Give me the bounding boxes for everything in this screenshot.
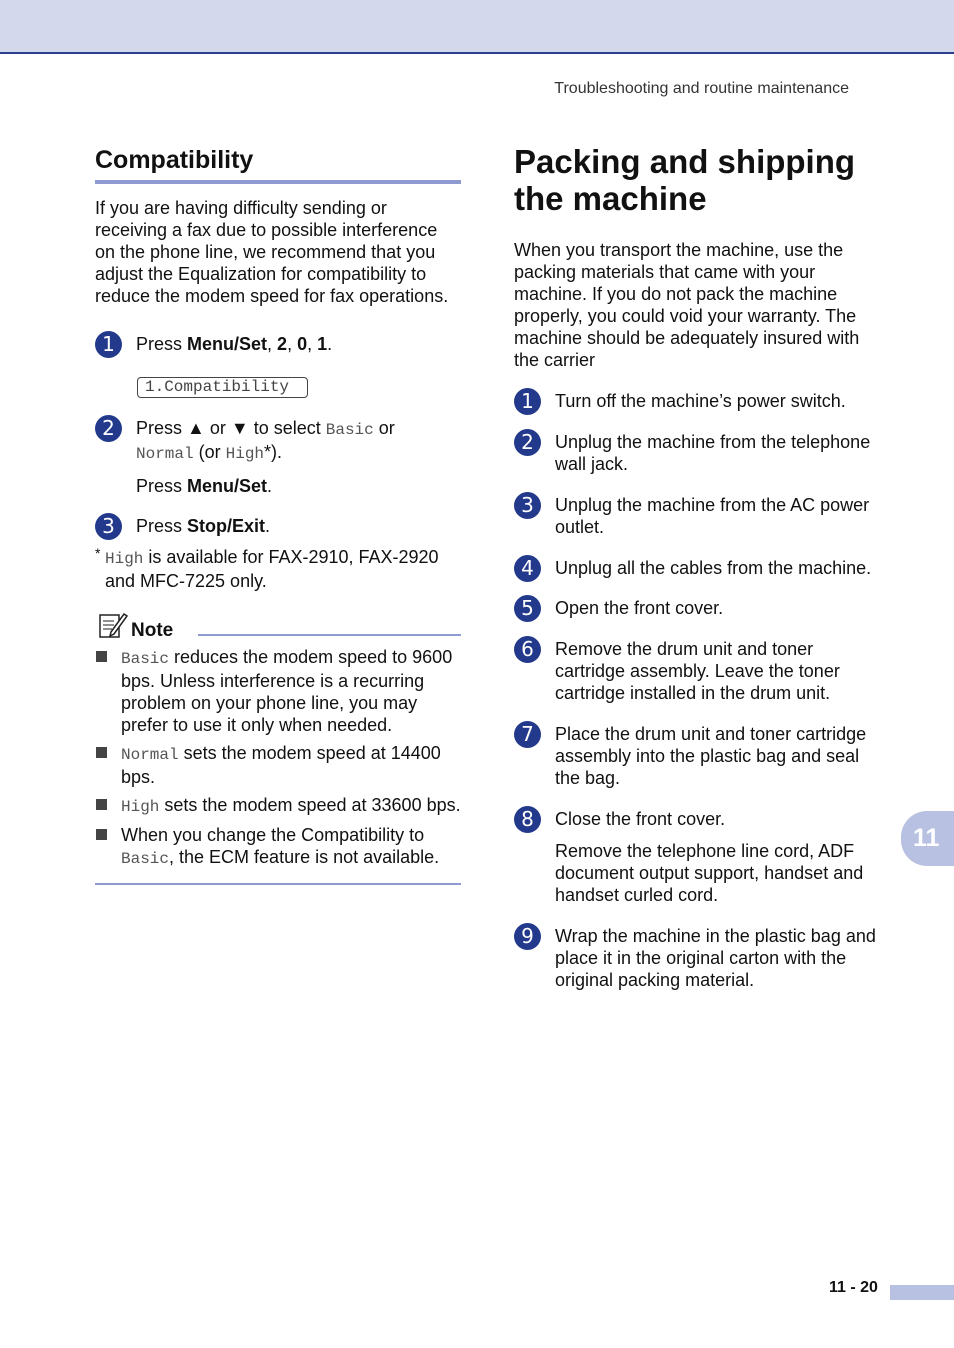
compatibility-heading: Compatibility [95,146,254,174]
step-text: or [373,418,395,438]
step-text: Wrap the machine in the plastic bag and place it in the original carton with the original packing material. [555,926,876,990]
packing-step-8 [514,808,884,906]
key-2: 2 [277,334,288,354]
step-number: 2 [514,429,541,456]
packing-intro: When you transport the machine, use the packing materials that came with your machine. If you do not pack the machine properly, you could void your warranty. The machine should be adequately insured with the carrier [514,240,860,370]
packing-section [514,143,884,991]
footnote-marker: * [95,545,101,561]
step-text: to select [248,418,326,438]
up-arrow-icon: ▲ [187,418,205,438]
heading-rule [95,180,461,184]
step-text: Press [136,418,188,438]
bullet-text: When you change the Compatibility to [121,825,425,845]
note-bullet [95,646,461,736]
separator: , [267,334,278,354]
compat-step-1 [95,333,461,398]
bullet-square [96,799,107,810]
footer-bar [890,1285,954,1300]
bullet-text: sets the modem speed at 33600 bps. [159,795,461,815]
packing-step-1 [514,390,884,412]
key-menu-set: Menu/Set [187,334,268,354]
step-text: Remove the drum unit and toner cartridge assembly. Leave the toner cartridge installed in the drum unit. [555,639,840,703]
step-extra: Remove the telephone line cord, ADF document output support, handset and handset curled cord. [555,841,864,905]
page-number: 11 - 20 [829,1279,878,1296]
code-basic: Basic [325,421,374,439]
code-basic: Basic [121,850,170,868]
step-substep [136,475,461,497]
note-bullet [95,824,461,870]
code-basic: Basic [121,650,170,668]
step-text: Unplug the machine from the telephone wall jack. [555,432,871,474]
step-number: 9 [514,923,541,950]
step-end: . [327,334,333,354]
compatibility-section [95,143,461,885]
step-number: 1 [514,388,541,415]
packing-step-9 [514,925,884,991]
key-menu-set: Menu/Set [187,476,268,496]
bullet-square [96,651,107,662]
packing-step-4 [514,557,884,579]
packing-step-2 [514,431,884,475]
code-high: High [105,550,144,568]
note-end-rule [95,883,461,885]
separator: , [287,334,298,354]
code-high: High [121,798,160,816]
bullet-square [96,747,107,758]
code-high: High [225,445,265,463]
footnote-text: is available for FAX-2910, FAX-2920 and MFC-7225 only. [105,547,439,591]
step-text: Press [136,334,188,354]
key-1: 1 [317,334,328,354]
step-text: *). [264,442,283,462]
step-number: 4 [514,555,541,582]
note-header [95,610,461,642]
step-number: 7 [514,721,541,748]
compatibility-intro: If you are having difficulty sending or receiving a fax due to possible interference on the phone line, we recommend that you adjust the Equalization for compatibility to reduce the modem speed for fax operations. [95,198,449,306]
packing-step-7 [514,723,884,789]
note-pencil-icon [97,610,129,640]
header-band [0,0,954,54]
step-text: (or [193,442,226,462]
note-bullet [95,742,461,788]
step-number: 2 [95,415,122,442]
step-end: . [267,476,273,496]
step-text: or [204,418,231,438]
step-text: Place the drum unit and toner cartridge assembly into the plastic bag and seal the bag. [555,724,867,788]
packing-step-3 [514,494,884,538]
note-title: Note [131,620,174,641]
key-0: 0 [297,334,308,354]
step-number: 1 [95,331,122,358]
running-title: Troubleshooting and routine maintenance [554,80,849,97]
step-text: Close the front cover. [555,809,726,829]
lcd-display: 1.Compatibility [137,377,308,398]
packing-step-5 [514,597,884,619]
bullet-text: sets the modem speed at 14400 bps. [121,743,441,787]
step-text: Unplug all the cables from the machine. [555,558,872,578]
step-text: Turn off the machine’s power switch. [555,391,846,411]
step-number: 3 [514,492,541,519]
step-text: Press [136,516,188,536]
step-number: 3 [95,513,122,540]
note-rule [198,634,461,636]
footnote [95,546,461,592]
note-bullet [95,794,461,818]
separator: , [307,334,318,354]
step-text: Press [136,476,188,496]
key-stop-exit: Stop/Exit [187,516,266,536]
down-arrow-icon: ▼ [230,418,249,438]
chapter-tab[interactable]: 11 [901,811,954,866]
step-end: . [265,516,271,536]
step-number: 8 [514,806,541,833]
step-number: 6 [514,636,541,663]
step-text: Open the front cover. [555,598,724,618]
bullet-square [96,829,107,840]
code-normal: Normal [136,445,194,463]
compat-step-3 [95,515,461,537]
bullet-text: reduces the modem speed to 9600 bps. Unless interference is a recurring problem on your phone line, you may prefer to use it only when needed. [121,647,453,735]
code-normal: Normal [121,746,179,764]
packing-heading: Packing and shipping the machine [514,143,856,217]
step-number: 5 [514,595,541,622]
step-text: Unplug the machine from the AC power outlet. [555,495,870,537]
bullet-text: , the ECM feature is not available. [169,847,440,867]
compat-step-2 [95,417,461,497]
packing-step-6 [514,638,884,704]
